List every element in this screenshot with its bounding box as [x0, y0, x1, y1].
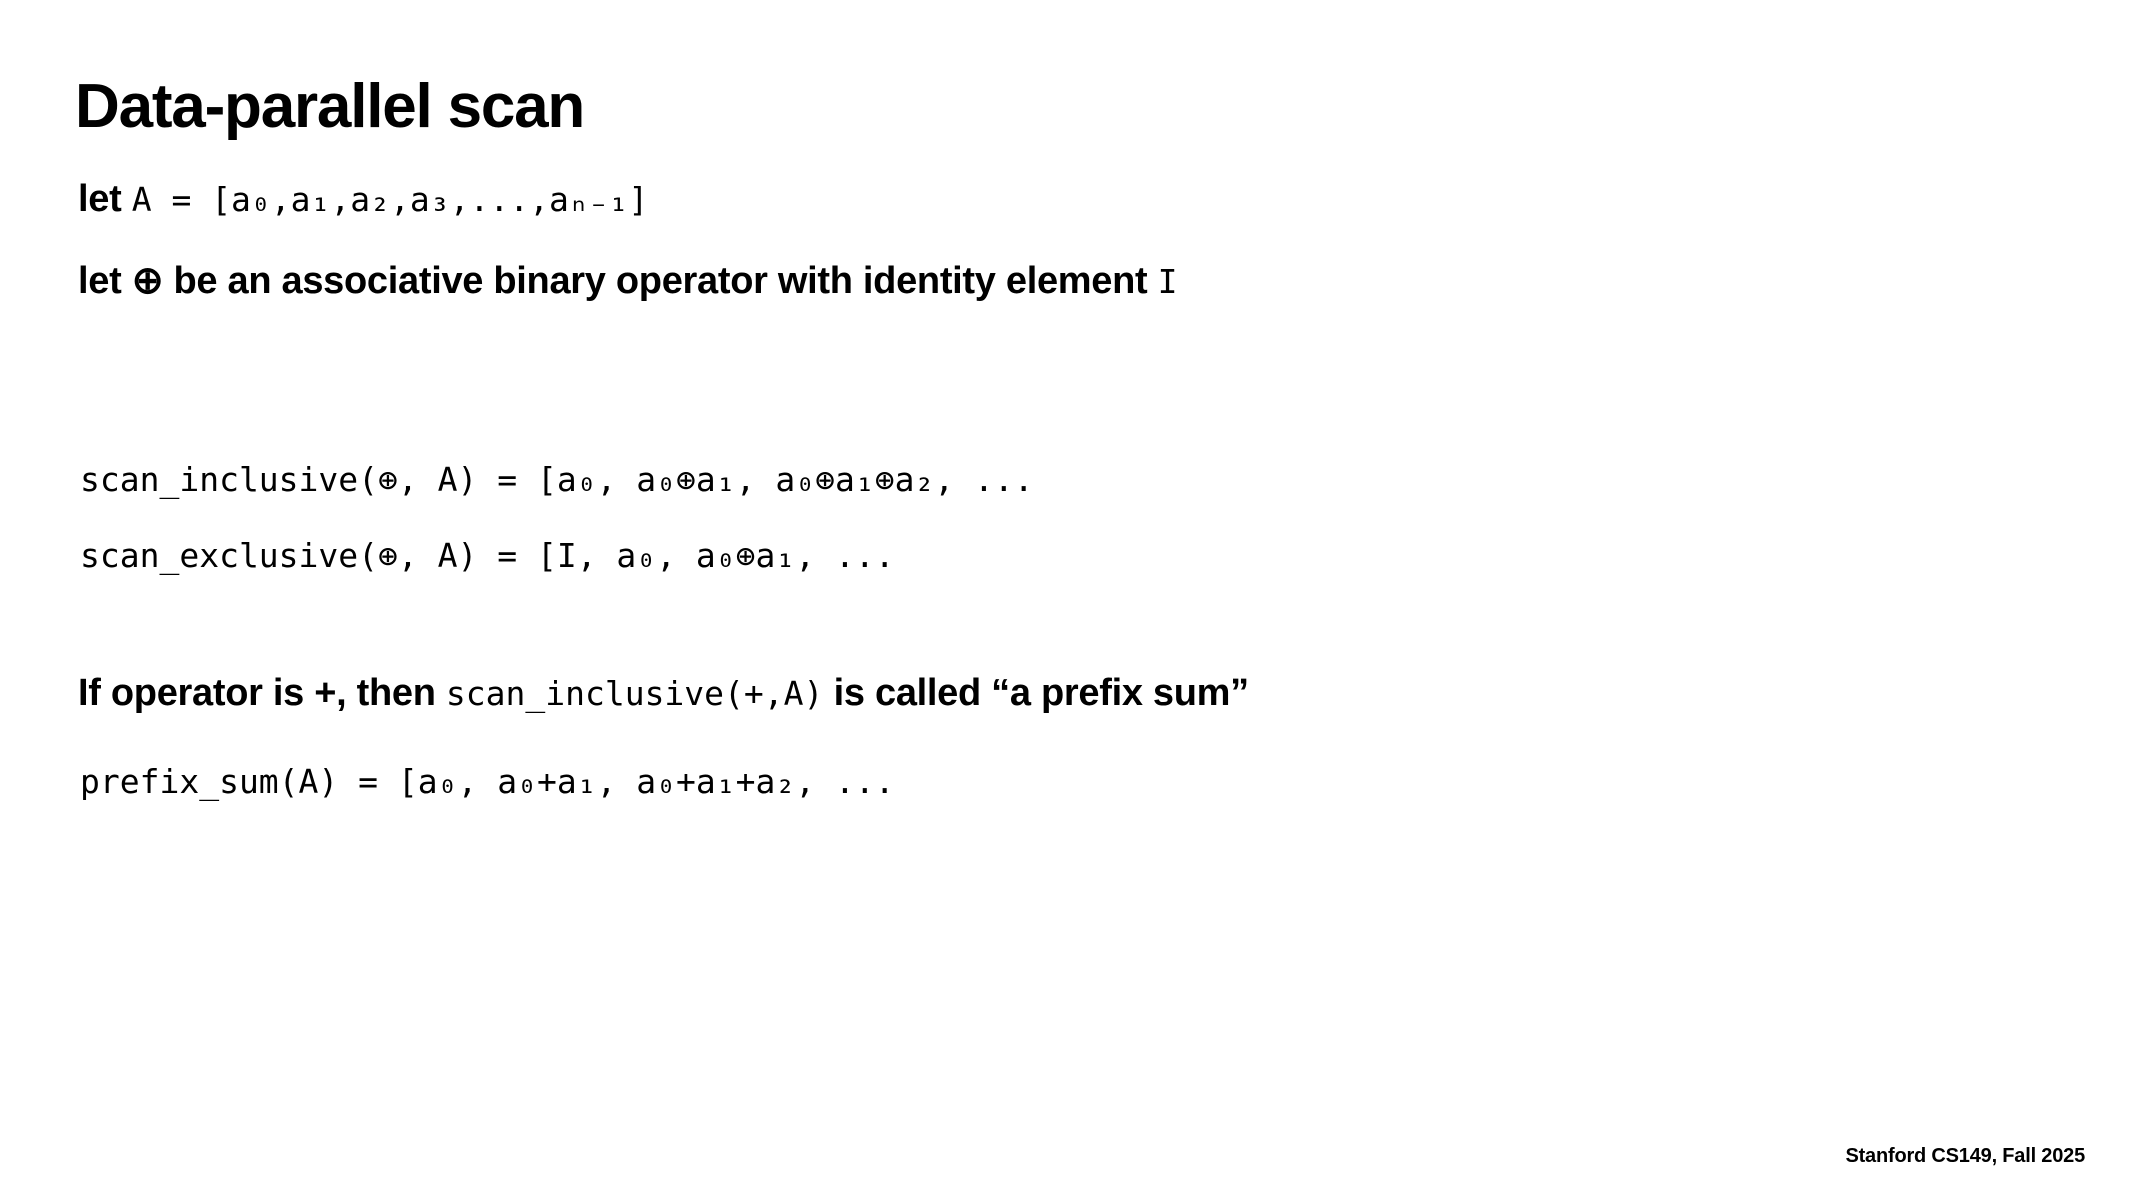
if-operator-text-after: is called “a prefix sum” [823, 672, 1249, 714]
let-keyword: let [78, 178, 132, 220]
line-scan-inclusive: scan_inclusive(⊕, A) = [a₀, a₀⊕a₁, a₀⊕a₁⊕a₂, ... [80, 460, 1034, 499]
slide-footer: Stanford CS149, Fall 2025 [1845, 1145, 2085, 1167]
page-title: Data-parallel scan [75, 71, 585, 141]
operator-description-text: let ⊕ be an associative binary operator with identity element [78, 260, 1158, 302]
line-prefix-sum: prefix_sum(A) = [a₀, a₀+a₁, a₀+a₁+a₂, ... [80, 762, 895, 801]
line-let-operator [78, 258, 1178, 303]
line-if-operator [78, 672, 1249, 715]
line-let-a [78, 178, 648, 221]
scan-inclusive-call-code: scan_inclusive(+,A) [445, 674, 824, 713]
array-definition-code: A = [a₀,a₁,a₂,a₃,...,aₙ₋₁] [131, 180, 649, 219]
identity-element-code: I [1157, 262, 1178, 301]
line-scan-exclusive: scan_exclusive(⊕, A) = [I, a₀, a₀⊕a₁, ... [80, 536, 895, 575]
if-operator-text-before: If operator is +, then [78, 672, 446, 714]
